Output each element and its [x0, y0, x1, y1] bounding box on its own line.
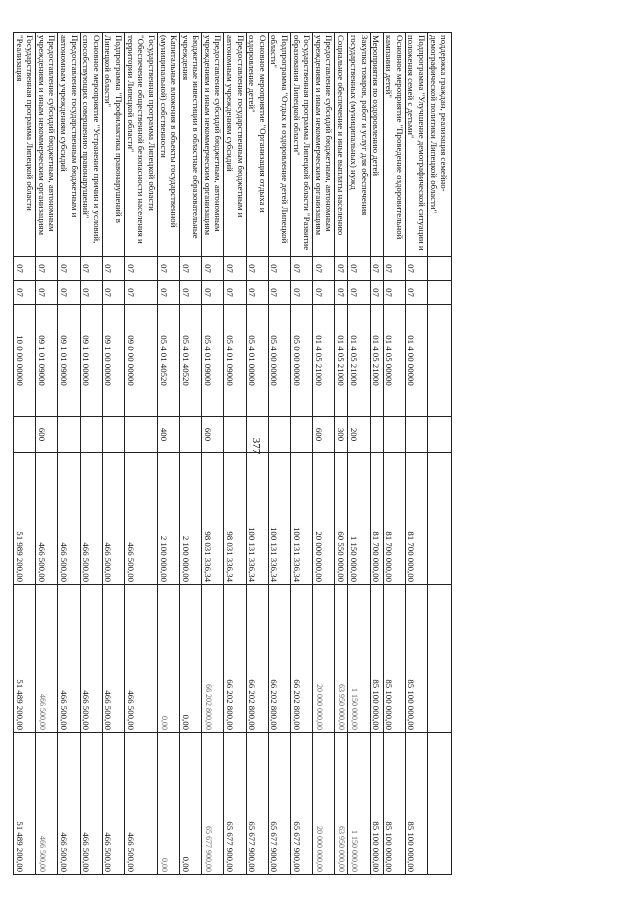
podrazdel-cell: 07 — [102, 281, 124, 305]
table-row — [202, 33, 224, 875]
table-row — [80, 33, 102, 875]
podrazdel-cell: 07 — [157, 281, 179, 305]
expense-type-cell — [268, 417, 290, 453]
amount-year2-cell: 20 000 000,00 — [313, 585, 335, 733]
expense-type-cell: 400 — [157, 417, 179, 453]
budget-table-page — [14, 32, 452, 874]
podrazdel-cell: 07 — [180, 281, 202, 305]
razdel-cell: 07 — [80, 257, 102, 281]
row-name-cell: Основное мероприятие "Организация отдыха и оздоровление детей" — [246, 33, 268, 257]
row-name-cell: Предоставление субсидий бюджетным, автономным учреждениям и иным некоммерческим организациям — [36, 33, 58, 257]
razdel-cell: 07 — [291, 257, 313, 281]
expense-type-cell: 600 — [313, 417, 335, 453]
table-row — [313, 33, 335, 875]
amount-year1-cell: 2 100 000,00 — [180, 453, 202, 585]
amount-year2-cell: 63 950 000,00 — [335, 585, 348, 733]
table-row — [405, 33, 427, 875]
row-name-cell: поддержка граждан, реализация семейно-демографической политики Липецкой области" — [428, 33, 452, 257]
target-article-cell: 09 1 01 09000 — [36, 305, 58, 417]
amount-year1-cell: 1 150 000,00 — [348, 453, 370, 585]
amount-year3-cell: 1 150 000,00 — [348, 733, 370, 875]
expense-type-cell: 200 — [348, 417, 370, 453]
expense-type-cell — [102, 417, 124, 453]
amount-year1-cell: 98 031 336,34 — [202, 453, 224, 585]
amount-year3-cell: 466 500,00 — [124, 733, 157, 875]
target-article-cell: 09 1 00 00000 — [102, 305, 124, 417]
expense-type-cell — [370, 417, 383, 453]
expense-type-cell: 600 — [202, 417, 224, 453]
amount-year3-cell: 466 500,00 — [80, 733, 102, 875]
amount-year1-cell: 60 550 000,00 — [335, 453, 348, 585]
amount-year1-cell: 81 700 000,00 — [383, 453, 405, 585]
table-row — [36, 33, 58, 875]
podrazdel-cell: 07 — [246, 281, 268, 305]
amount-year1-cell: 466 500,00 — [80, 453, 102, 585]
table-body — [14, 33, 452, 875]
amount-year2-cell: 0,00 — [180, 585, 202, 733]
row-name-cell: Подпрограмма "Профилактика правонарушений в Липецкой области" — [102, 33, 124, 257]
amount-year3-cell — [428, 733, 452, 875]
amount-year2-cell: 66 202 800,00 — [291, 585, 313, 733]
amount-year1-cell: 100 131 336,34 — [246, 453, 268, 585]
amount-year1-cell: 98 031 336,34 — [224, 453, 246, 585]
amount-year3-cell: 85 100 000,00 — [370, 733, 383, 875]
podrazdel-cell: 07 — [268, 281, 290, 305]
podrazdel-cell: 07 — [370, 281, 383, 305]
target-article-cell: 05 4 01 09000 — [202, 305, 224, 417]
razdel-cell: 07 — [405, 257, 427, 281]
table-row — [291, 33, 313, 875]
table-row — [370, 33, 383, 875]
razdel-cell: 07 — [383, 257, 405, 281]
target-article-cell: 01 4 05 21000 — [313, 305, 335, 417]
row-name-cell: Государственная программа Липецкой области "Развитие образования Липецкой области" — [291, 33, 313, 257]
amount-year3-cell: 65 677 900,00 — [202, 733, 224, 875]
razdel-cell: 07 — [313, 257, 335, 281]
table-row — [157, 33, 179, 875]
target-article-cell: 05 4 00 00000 — [268, 305, 290, 417]
table-row — [224, 33, 246, 875]
amount-year3-cell: 65 677 900,00 — [224, 733, 246, 875]
amount-year2-cell: 466 500,00 — [36, 585, 58, 733]
razdel-cell: 07 — [335, 257, 348, 281]
amount-year2-cell: 466 500,00 — [58, 585, 80, 733]
target-article-cell: 05 4 01 09000 — [224, 305, 246, 417]
amount-year3-cell: 466 500,00 — [102, 733, 124, 875]
razdel-cell: 07 — [268, 257, 290, 281]
row-name-cell: Предоставление государственным бюджетным и автономным учреждениям субсидий — [58, 33, 80, 257]
amount-year3-cell: 65 677 900,00 — [291, 733, 313, 875]
expense-type-cell — [58, 417, 80, 453]
amount-year2-cell: 0,00 — [157, 585, 179, 733]
page-number: 377 — [250, 437, 262, 455]
amount-year1-cell: 100 131 336,34 — [268, 453, 290, 585]
podrazdel-cell: 07 — [335, 281, 348, 305]
podrazdel-cell: 07 — [202, 281, 224, 305]
row-name-cell: Мероприятия по оздоровлению детей — [370, 33, 383, 257]
expense-type-cell — [383, 417, 405, 453]
amount-year2-cell: 85 100 000,00 — [383, 585, 405, 733]
amount-year2-cell: 1 150 000,00 — [348, 585, 370, 733]
expense-type-cell — [428, 417, 452, 453]
row-name-cell: Основное мероприятие "Устранение причин и условий, способствующих совершению правонарушений" — [80, 33, 102, 257]
row-name-cell: Подпрограмма "Улучшение демографической ситуации и положения семей с детьми" — [405, 33, 427, 257]
target-article-cell: 01 4 05 21000 — [370, 305, 383, 417]
row-name-cell: Государственная программа Липецкой области "Обеспечение общественной безопасности населения и территории Липецкой области" — [124, 33, 157, 257]
target-article-cell: 01 4 05 21000 — [348, 305, 370, 417]
razdel-cell: 07 — [58, 257, 80, 281]
target-article-cell: 05 4 01 40520 — [157, 305, 179, 417]
expense-type-cell: 600 — [36, 417, 58, 453]
row-name-cell: Предоставление государственным бюджетным и автономным учреждениям субсидий — [224, 33, 246, 257]
target-article-cell: 01 4 05 21000 — [335, 305, 348, 417]
table-row — [335, 33, 348, 875]
row-name-cell: Предоставление субсидий бюджетным, автономным учреждениям и иным некоммерческим организациям — [202, 33, 224, 257]
amount-year1-cell: 51 989 200,00 — [14, 453, 36, 585]
amount-year3-cell: 63 950 000,00 — [335, 733, 348, 875]
expense-type-cell — [224, 417, 246, 453]
target-article-cell: 09 0 00 00000 — [124, 305, 157, 417]
razdel-cell: 07 — [157, 257, 179, 281]
table-row — [102, 33, 124, 875]
podrazdel-cell: 07 — [224, 281, 246, 305]
razdel-cell: 07 — [348, 257, 370, 281]
budget-table — [13, 32, 452, 875]
expense-type-cell: 300 — [335, 417, 348, 453]
expense-type-cell — [124, 417, 157, 453]
target-article-cell — [428, 305, 452, 417]
amount-year3-cell: 85 100 000,00 — [383, 733, 405, 875]
podrazdel-cell: 07 — [313, 281, 335, 305]
amount-year1-cell: 100 131 336,34 — [291, 453, 313, 585]
podrazdel-cell: 07 — [124, 281, 157, 305]
razdel-cell: 07 — [202, 257, 224, 281]
amount-year3-cell: 466 500,00 — [58, 733, 80, 875]
amount-year1-cell: 81 700 000,00 — [405, 453, 427, 585]
table-row — [383, 33, 405, 875]
table-row — [124, 33, 157, 875]
expense-type-cell — [405, 417, 427, 453]
row-name-cell: Государственная программа Липецкой области "Реализация — [14, 33, 36, 257]
amount-year2-cell: 85 100 000,00 — [370, 585, 383, 733]
razdel-cell: 07 — [102, 257, 124, 281]
razdel-cell: 07 — [224, 257, 246, 281]
amount-year1-cell: 466 500,00 — [102, 453, 124, 585]
amount-year2-cell: 466 500,00 — [124, 585, 157, 733]
amount-year3-cell: 65 677 900,00 — [246, 733, 268, 875]
amount-year1-cell: 81 700 000,00 — [370, 453, 383, 585]
target-article-cell: 01 4 00 00000 — [405, 305, 427, 417]
row-name-cell: Основное мероприятие "Проведение оздоровительной кампании детей" — [383, 33, 405, 257]
podrazdel-cell: 07 — [36, 281, 58, 305]
row-name-cell: Бюджетные инвестиции в областные образовательные учреждения — [180, 33, 202, 257]
target-article-cell: 09 1 01 00000 — [80, 305, 102, 417]
amount-year1-cell: 466 500,00 — [36, 453, 58, 585]
amount-year2-cell — [428, 585, 452, 733]
amount-year1-cell: 466 500,00 — [58, 453, 80, 585]
razdel-cell: 07 — [180, 257, 202, 281]
razdel-cell — [428, 257, 452, 281]
target-article-cell: 01 4 05 00000 — [383, 305, 405, 417]
table-row — [180, 33, 202, 875]
amount-year2-cell: 66 202 800,00 — [202, 585, 224, 733]
expense-type-cell — [246, 417, 268, 453]
expense-type-cell — [80, 417, 102, 453]
amount-year1-cell: 20 000 000,00 — [313, 453, 335, 585]
amount-year3-cell: 51 489 200,00 — [14, 733, 36, 875]
razdel-cell: 07 — [36, 257, 58, 281]
amount-year2-cell: 66 202 800,00 — [246, 585, 268, 733]
podrazdel-cell: 07 — [14, 281, 36, 305]
row-name-cell: Предоставление субсидий бюджетным, автономным учреждениям и иным некоммерческим организациям — [313, 33, 335, 257]
podrazdel-cell: 07 — [383, 281, 405, 305]
table-row — [246, 33, 268, 875]
razdel-cell: 07 — [370, 257, 383, 281]
podrazdel-cell: 07 — [348, 281, 370, 305]
amount-year3-cell: 466 500,00 — [36, 733, 58, 875]
amount-year2-cell: 51 489 200,00 — [14, 585, 36, 733]
razdel-cell: 07 — [246, 257, 268, 281]
amount-year1-cell: 466 500,00 — [124, 453, 157, 585]
amount-year1-cell — [428, 453, 452, 585]
table-row — [348, 33, 370, 875]
row-name-cell: Социальное обеспечение и иные выплаты населению — [335, 33, 348, 257]
amount-year3-cell: 0,00 — [180, 733, 202, 875]
target-article-cell: 10 0 00 00000 — [14, 305, 36, 417]
row-name-cell: Капитальные вложения в объекты государственной (муниципальной) собственности — [157, 33, 179, 257]
podrazdel-cell: 07 — [80, 281, 102, 305]
table-row — [14, 33, 36, 875]
table-row — [58, 33, 80, 875]
amount-year2-cell: 85 100 000,00 — [405, 585, 427, 733]
table-row — [428, 33, 452, 875]
amount-year1-cell: 2 100 000,00 — [157, 453, 179, 585]
expense-type-cell — [180, 417, 202, 453]
amount-year3-cell: 20 000 000,00 — [313, 733, 335, 875]
podrazdel-cell — [428, 281, 452, 305]
amount-year2-cell: 466 500,00 — [102, 585, 124, 733]
row-name-cell: Закупка товаров, работ и услуг для обеспечения государственных (муниципальных) нужд — [348, 33, 370, 257]
target-article-cell: 09 1 01 09000 — [58, 305, 80, 417]
amount-year3-cell: 0,00 — [157, 733, 179, 875]
podrazdel-cell: 07 — [291, 281, 313, 305]
razdel-cell: 07 — [14, 257, 36, 281]
amount-year2-cell: 66 202 800,00 — [224, 585, 246, 733]
target-article-cell: 05 0 00 00000 — [291, 305, 313, 417]
amount-year2-cell: 466 500,00 — [80, 585, 102, 733]
podrazdel-cell: 07 — [405, 281, 427, 305]
expense-type-cell — [14, 417, 36, 453]
razdel-cell: 07 — [124, 257, 157, 281]
podrazdel-cell: 07 — [58, 281, 80, 305]
table-row — [268, 33, 290, 875]
target-article-cell: 05 4 01 00000 — [246, 305, 268, 417]
amount-year3-cell: 65 677 900,00 — [268, 733, 290, 875]
target-article-cell: 05 4 01 40520 — [180, 305, 202, 417]
row-name-cell: Подпрограмма "Отдых и оздоровление детей Липецкой области" — [268, 33, 290, 257]
amount-year2-cell: 66 202 800,00 — [268, 585, 290, 733]
amount-year3-cell: 85 100 000,00 — [405, 733, 427, 875]
expense-type-cell — [291, 417, 313, 453]
